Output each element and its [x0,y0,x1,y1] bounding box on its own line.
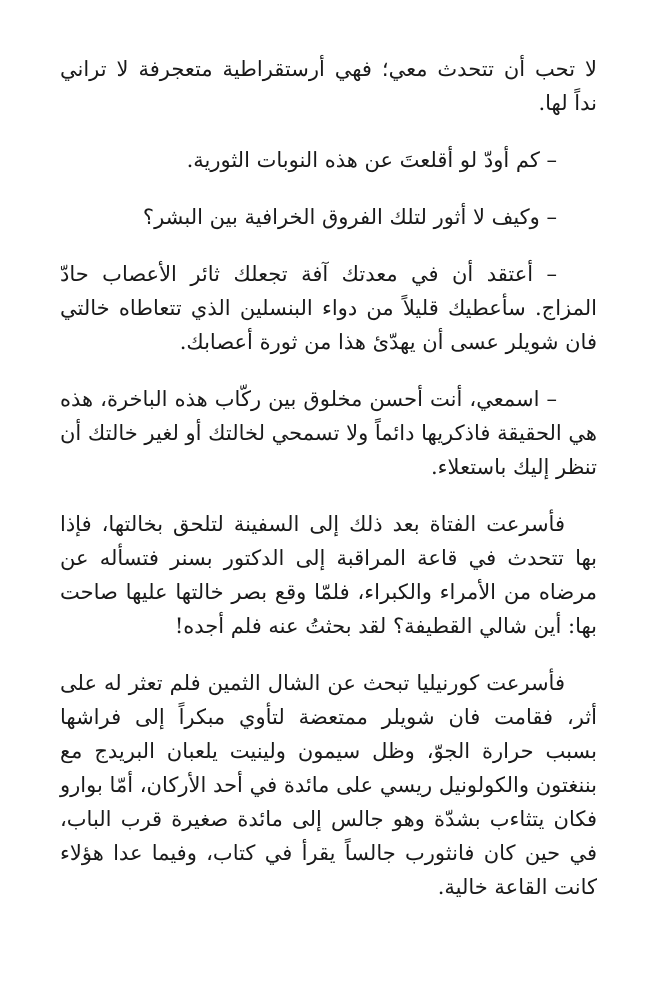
page-text-body [60,52,597,927]
dialogue-line-4: – اسمعي، أنت أحسن مخلوق بين ركّاب هذه الباخرة، هذه هي الحقيقة فاذكريها دائماً ولا تسمحي لخالتك أو لغير خالتك أن تنظر إليك باستعلاء. [59,387,597,479]
paragraph-continuation: لا تحب أن تتحدث معي؛ فهي أرستقراطية متعجرفة لا تراني نداً لها. [60,57,597,115]
dialogue-line-3: – أعتقد أن في معدتك آفة تجعلك ثائر الأعصاب حادّ المزاج. سأعطيك قليلاً من دواء البنسلين الذي تتعاطاه خالتي فان شويلر عسى أن يهدّئ هذا من ثورة أعصابك. [60,262,597,354]
narrative-paragraph-1: فأسرعت الفتاة بعد ذلك إلى السفينة لتلحق بخالتها، فإذا بها تتحدث في قاعة المراقبة إلى الدكتور بسنر فتسأله عن مرضاه من الأمراء والكبراء، فلمّا وقع بصر خالتها عليها صاحت بها: أين شالي القطيفة؟ لقد بحثتُ عنه فلم أجده! [60,512,597,638]
dialogue-line-2: – وكيف لا أثور لتلك الفروق الخرافية بين البشر؟ [142,205,557,229]
dialogue-line-1: – كم أودّ لو أقلعتَ عن هذه النوبات الثورية. [186,148,557,172]
narrative-paragraph-2: فأسرعت كورنيليا تبحث عن الشال الثمين فلم تعثر له على أثر، فقامت فان شويلر ممتعضة لتأوي مبكراً إلى فراشها بسبب حرارة الجوّ، وظل سيمون ولينيت يلعبان البريدج مع بننغتون والكولونيل ريسي على مائدة في أحد الأركان، أمّا بوارو فكان يتثاءب بشدّة وهو جالس إلى مائدة صغيرة قرب الباب، في حين كان فانثورب جالساً يقرأ في كتاب، وفيما عدا هؤلاء كانت القاعة خالية. [60,671,597,899]
